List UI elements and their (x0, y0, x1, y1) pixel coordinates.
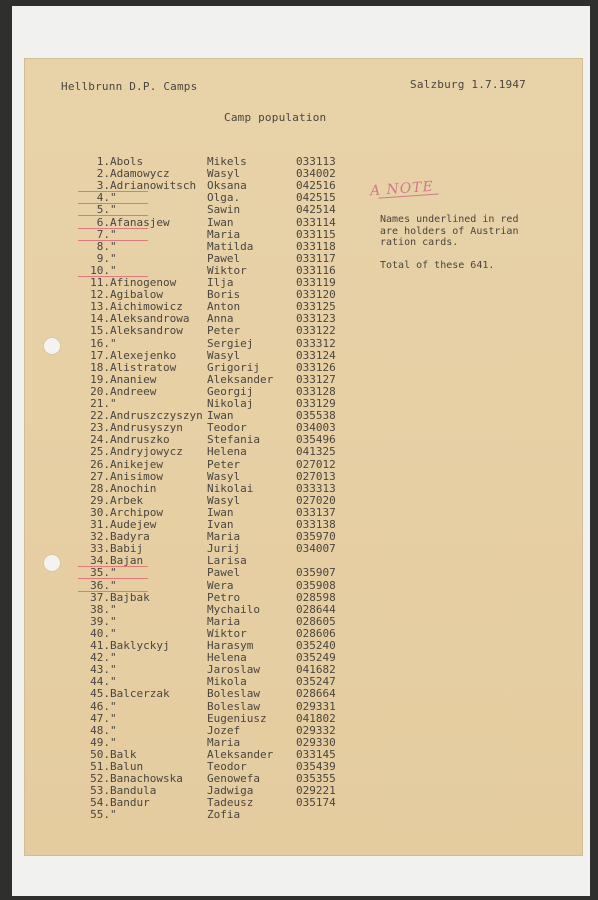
surname: " (110, 735, 117, 749)
entry-number: 45. (90, 687, 110, 701)
surname: " (110, 566, 117, 580)
first-name: Mikola (207, 675, 247, 689)
entry-number: 11. (90, 276, 110, 289)
id-number: 033123 (296, 312, 336, 326)
list-item (0, 483, 598, 495)
id-number: 035908 (296, 578, 336, 592)
entry-number: 33. (90, 542, 110, 556)
entry-number: 3. (96, 179, 110, 193)
list-item (0, 446, 598, 458)
id-number: 033119 (296, 276, 336, 289)
entry-number: 52. (90, 772, 110, 786)
surname: Bandula (110, 784, 157, 798)
surname: " (110, 251, 117, 265)
id-number: 035970 (296, 530, 336, 544)
list-item (0, 713, 598, 725)
entry-number: 16. (90, 336, 110, 350)
list-item (0, 459, 598, 471)
date-header: Salzburg 1.7.1947 (410, 78, 526, 91)
id-number: 033114 (296, 215, 336, 229)
note-line: Names underlined in red (380, 214, 519, 225)
list-item (0, 374, 598, 386)
id-number: 035240 (296, 639, 336, 652)
first-name: Pawel (207, 566, 241, 580)
surname: Balun (110, 760, 144, 773)
first-name: Mikels (207, 155, 247, 168)
surname: Aleksandrowa (110, 312, 190, 326)
entry-number: 29. (90, 493, 110, 507)
first-name: Boleslaw (207, 687, 260, 701)
entry-number: 51. (90, 760, 110, 773)
first-name: Olga. (207, 191, 241, 205)
entry-number: 15. (90, 324, 110, 338)
id-number: 035174 (296, 796, 336, 810)
surname: Balk (110, 747, 137, 761)
surname: " (110, 397, 117, 410)
surname: Audejew (110, 518, 157, 531)
surname: Andruszczyszyn (110, 409, 203, 423)
first-name: Genowefa (207, 772, 260, 786)
first-name: Jozef (207, 723, 241, 737)
first-name: Wasyl (207, 167, 241, 181)
surname: " (110, 203, 117, 217)
surname: " (110, 578, 117, 592)
surname: Bajan (110, 554, 144, 568)
entry-number: 44. (90, 675, 110, 689)
surname: " (110, 711, 117, 725)
first-name: Oksana (207, 179, 247, 193)
entry-number: 7. (96, 227, 110, 241)
first-name: Matilda (207, 239, 254, 253)
first-name: Nikolaj (207, 397, 254, 410)
id-number: 028598 (296, 590, 336, 604)
surname: Bandur (110, 796, 150, 810)
id-number: 041325 (296, 445, 336, 459)
note-line: are holders of Austrian (380, 225, 519, 237)
list-item (0, 204, 598, 216)
entry-number: 46. (90, 699, 110, 713)
id-number: 033115 (296, 227, 336, 241)
id-number: 027020 (296, 493, 336, 507)
entry-number: 25. (90, 445, 110, 459)
surname: Anochin (110, 481, 157, 495)
first-name: Wasyl (207, 469, 241, 483)
entry-number: 8. (96, 239, 110, 253)
note-line: Total of these 641. (380, 260, 495, 271)
id-number: 028664 (296, 687, 336, 701)
entry-number: 42. (90, 651, 110, 665)
entry-number: 19. (90, 372, 110, 386)
surname: Baklyckyj (110, 639, 170, 652)
entry-number: 13. (90, 300, 110, 314)
id-number: 033113 (296, 155, 336, 168)
first-name: Georgij (207, 384, 254, 398)
id-number: 028605 (296, 614, 336, 628)
surname: Alexejenko (110, 348, 177, 362)
id-number: 033313 (296, 481, 336, 495)
note-line: ration cards. (380, 237, 459, 248)
surname: Balcerzak (110, 687, 170, 701)
surname: Anikejew (110, 457, 163, 471)
surname: Abols (110, 155, 144, 168)
surname: Alistratow (110, 360, 177, 374)
list-item (0, 362, 598, 374)
first-name: Wiktor (207, 626, 247, 640)
entry-number: 49. (90, 735, 110, 749)
first-name: Mychailo (207, 602, 260, 616)
id-number: 034002 (296, 167, 336, 181)
first-name: Boleslaw (207, 699, 260, 713)
id-number: 041682 (296, 663, 336, 677)
first-name: Wasyl (207, 493, 241, 507)
id-number: 042516 (296, 179, 336, 193)
list-item (0, 592, 598, 604)
surname: Archipow (110, 505, 163, 519)
entry-number: 55. (90, 808, 110, 822)
list-item (0, 253, 598, 265)
first-name: Iwan (207, 215, 234, 229)
id-number: 042514 (296, 203, 336, 217)
entry-number: 2. (96, 167, 110, 181)
id-number: 035355 (296, 772, 336, 786)
list-item (0, 701, 598, 713)
id-number: 028644 (296, 602, 336, 616)
entry-number: 40. (90, 626, 110, 640)
surname: Arbek (110, 493, 144, 507)
first-name: Helena (207, 445, 247, 459)
first-name: Anton (207, 300, 241, 314)
id-number: 033118 (296, 239, 336, 253)
surname: " (110, 614, 117, 628)
handwritten-note: A NOTE (369, 178, 435, 200)
surname: Andruszko (110, 433, 170, 447)
surname: " (110, 663, 117, 677)
id-number: 035496 (296, 433, 336, 447)
id-number: 034003 (296, 421, 336, 435)
entry-number: 36. (90, 578, 110, 592)
first-name: Maria (207, 735, 241, 749)
surname: Adrianowitsch (110, 179, 197, 193)
id-number: 029331 (296, 699, 336, 713)
first-name: Jaroslaw (207, 663, 260, 677)
list-item (0, 241, 598, 253)
list-item (0, 604, 598, 616)
surname: Andreew (110, 384, 157, 398)
first-name: Wiktor (207, 263, 247, 277)
entry-number: 35. (90, 566, 110, 580)
entry-number: 47. (90, 711, 110, 725)
id-number: 035247 (296, 675, 336, 689)
first-name: Peter (207, 324, 241, 338)
first-name: Sergiej (207, 336, 254, 350)
id-number: 033126 (296, 360, 336, 374)
list-item (0, 616, 598, 628)
id-number: 041802 (296, 711, 336, 725)
id-number: 033125 (296, 300, 336, 314)
id-number: 033116 (296, 263, 336, 277)
entry-number: 4. (96, 191, 110, 205)
entry-number: 21. (90, 397, 110, 410)
entry-number: 6. (96, 215, 110, 229)
list-item (0, 725, 598, 737)
entry-number: 38. (90, 602, 110, 616)
id-number: 034007 (296, 542, 336, 556)
list-item (0, 688, 598, 700)
first-name: Ivan (207, 518, 234, 531)
surname: Anisimow (110, 469, 163, 483)
entry-number: 41. (90, 639, 110, 652)
entry-number: 23. (90, 421, 110, 435)
surname: Afinogenow (110, 276, 177, 289)
first-name: Maria (207, 530, 241, 544)
first-name: Wera (207, 578, 234, 592)
first-name: Larisa (207, 554, 247, 568)
id-number: 033127 (296, 372, 336, 386)
surname: Banachowska (110, 772, 183, 786)
first-name: Maria (207, 227, 241, 241)
surname: " (110, 699, 117, 713)
id-number: 033124 (296, 348, 336, 362)
first-name: Eugeniusz (207, 711, 267, 725)
surname: Ananiew (110, 372, 157, 386)
entry-number: 22. (90, 409, 110, 423)
id-number: 033129 (296, 397, 336, 410)
surname: Babij (110, 542, 144, 556)
first-name: Pawel (207, 251, 241, 265)
list-item (0, 580, 598, 592)
list-item (0, 229, 598, 241)
surname: " (110, 651, 117, 665)
entry-number: 5. (96, 203, 110, 217)
list-item (0, 338, 598, 350)
id-number: 035249 (296, 651, 336, 665)
entry-number: 10. (90, 263, 110, 277)
first-name: Nikolai (207, 481, 254, 495)
entry-number: 1. (96, 155, 110, 168)
list-item (0, 567, 598, 579)
entry-number: 17. (90, 348, 110, 362)
list-item (0, 217, 598, 229)
entry-number: 26. (90, 457, 110, 471)
entry-number: 20. (90, 384, 110, 398)
id-number: 033145 (296, 747, 336, 761)
id-number: 029221 (296, 784, 336, 798)
surname: Bajbak (110, 590, 150, 604)
surname: Aleksandrow (110, 324, 183, 338)
id-number: 027013 (296, 469, 336, 483)
first-name: Petro (207, 590, 241, 604)
id-number: 028606 (296, 626, 336, 640)
id-number: 042515 (296, 191, 336, 205)
first-name: Stefania (207, 433, 260, 447)
first-name: Aleksander (207, 747, 274, 761)
first-name: Aleksander (207, 372, 274, 386)
id-number: 033138 (296, 518, 336, 531)
surname: " (110, 626, 117, 640)
list-item (0, 495, 598, 507)
surname: Aichimowicz (110, 300, 183, 314)
first-name: Iwan (207, 409, 234, 423)
page-title: Camp population (224, 111, 327, 124)
entry-number: 28. (90, 481, 110, 495)
camp-header: Hellbrunn D.P. Camps (61, 80, 198, 93)
surname: " (110, 808, 117, 822)
entry-number: 27. (90, 469, 110, 483)
id-number: 033137 (296, 505, 336, 519)
first-name: Anna (207, 312, 234, 326)
surname: " (110, 602, 117, 616)
first-name: Zofia (207, 808, 241, 822)
entry-number: 34. (90, 554, 110, 568)
first-name: Helena (207, 651, 247, 665)
entry-number: 48. (90, 723, 110, 737)
surname: " (110, 723, 117, 737)
id-number: 035538 (296, 409, 336, 423)
entry-number: 30. (90, 505, 110, 519)
entry-number: 14. (90, 312, 110, 326)
first-name: Jurij (207, 542, 241, 556)
list-item (0, 325, 598, 337)
entry-number: 50. (90, 747, 110, 761)
first-name: Boris (207, 288, 241, 302)
id-number: 029332 (296, 723, 336, 737)
entry-number: 31. (90, 518, 110, 531)
id-number: 035439 (296, 760, 336, 773)
surname: " (110, 239, 117, 253)
list-item (0, 471, 598, 483)
first-name: Harasym (207, 639, 254, 652)
first-name: Maria (207, 614, 241, 628)
entry-number: 37. (90, 590, 110, 604)
id-number: 033312 (296, 336, 336, 350)
id-number: 033120 (296, 288, 336, 302)
id-number: 033128 (296, 384, 336, 398)
surname: Andryjowycz (110, 445, 183, 459)
entry-number: 53. (90, 784, 110, 798)
entry-number: 32. (90, 530, 110, 544)
surname: Afanasjew (110, 215, 170, 229)
id-number: 033117 (296, 251, 336, 265)
entry-number: 54. (90, 796, 110, 810)
surname: " (110, 191, 117, 205)
entry-number: 39. (90, 614, 110, 628)
entry-number: 18. (90, 360, 110, 374)
entry-number: 24. (90, 433, 110, 447)
first-name: Peter (207, 457, 241, 471)
list-item (0, 737, 598, 749)
first-name: Iwan (207, 505, 234, 519)
entry-number: 43. (90, 663, 110, 677)
first-name: Teodor (207, 421, 247, 435)
entry-number: 9. (96, 251, 110, 265)
id-number: 035907 (296, 566, 336, 580)
first-name: Tadeusz (207, 796, 254, 810)
first-name: Teodor (207, 760, 247, 773)
surname: " (110, 336, 117, 350)
first-name: Wasyl (207, 348, 241, 362)
first-name: Grigorij (207, 360, 260, 374)
surname: " (110, 675, 117, 689)
list-item (0, 809, 598, 821)
id-number: 033122 (296, 324, 336, 338)
surname: Andrusyszyn (110, 421, 183, 435)
first-name: Sawin (207, 203, 241, 217)
id-number: 029330 (296, 735, 336, 749)
list-item (0, 350, 598, 362)
first-name: Ilja (207, 276, 234, 289)
surname: " (110, 227, 117, 241)
id-number: 027012 (296, 457, 336, 471)
surname: " (110, 263, 117, 277)
first-name: Jadwiga (207, 784, 254, 798)
surname: Agibalow (110, 288, 163, 302)
surname: Adamowycz (110, 167, 170, 181)
entry-number: 12. (90, 288, 110, 302)
surname: Badyra (110, 530, 150, 544)
